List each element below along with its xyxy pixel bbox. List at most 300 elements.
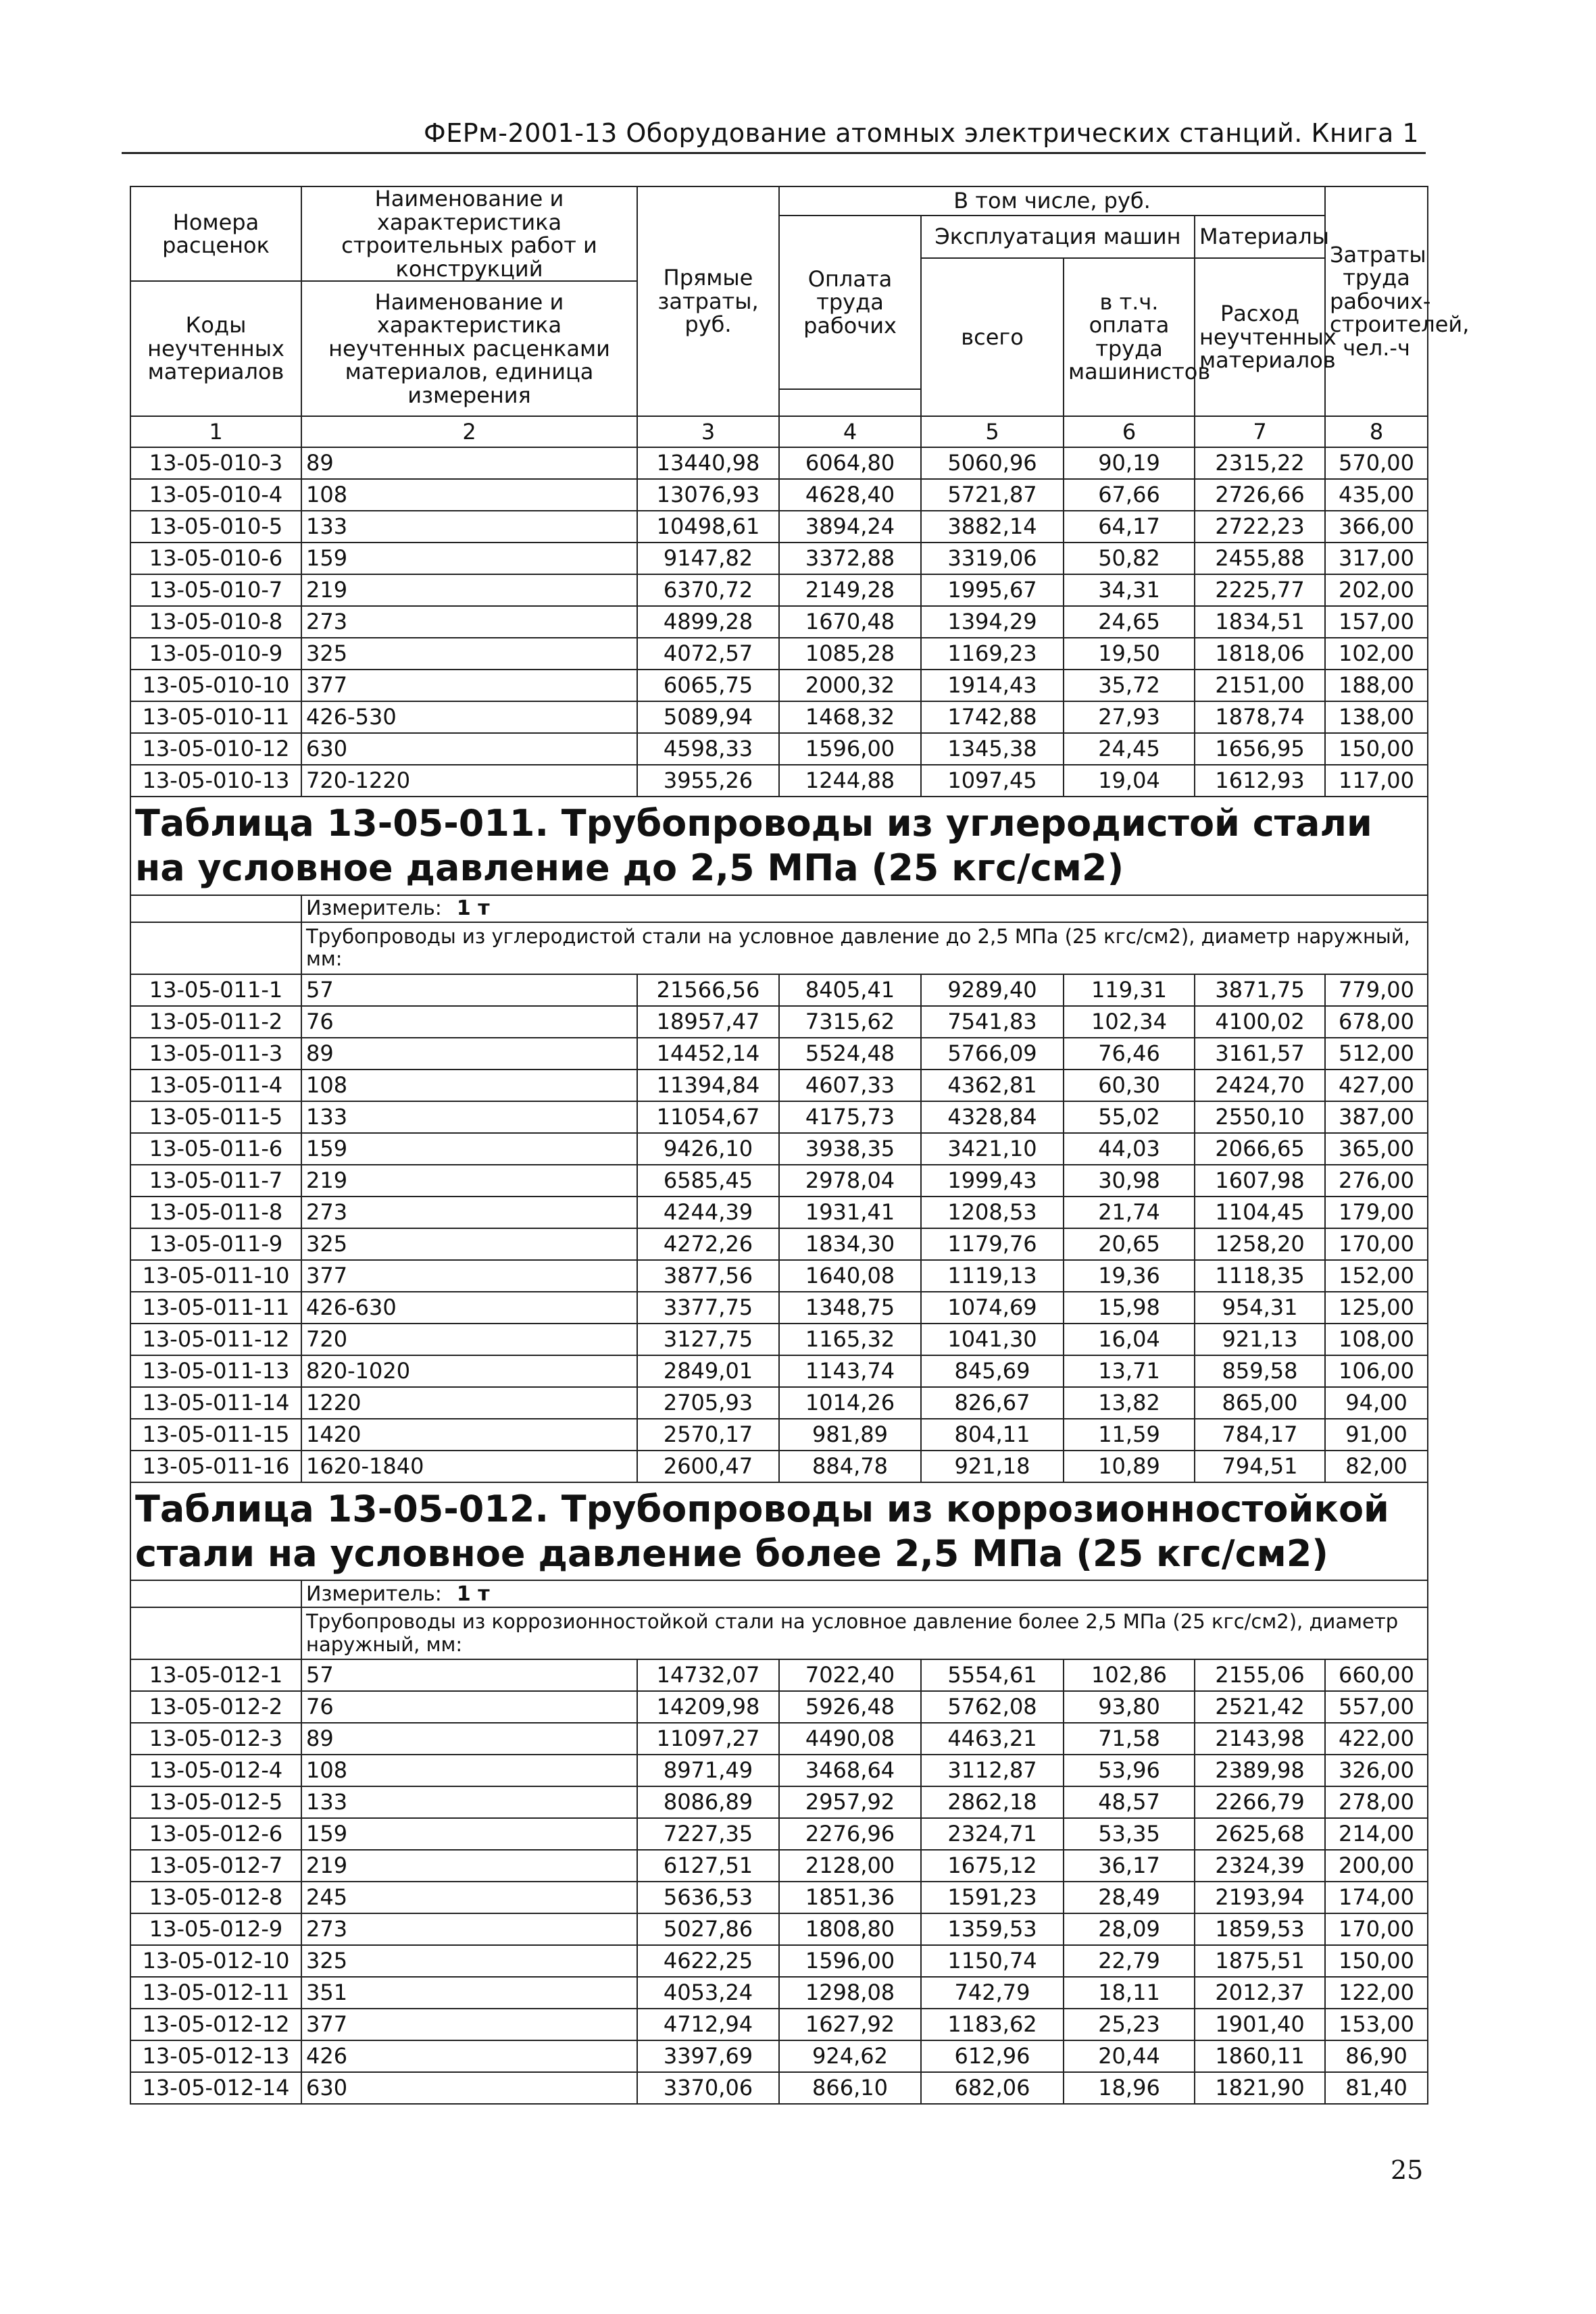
value-cell: 6585,45 xyxy=(637,1165,779,1197)
description-row xyxy=(130,922,1428,974)
value-cell: 9289,40 xyxy=(921,974,1064,1006)
pipe-diameter: 630 xyxy=(301,733,637,765)
table-row xyxy=(130,1197,1428,1228)
value-cell: 18957,47 xyxy=(637,1006,779,1038)
value-cell: 8971,49 xyxy=(637,1755,779,1786)
pipe-diameter: 325 xyxy=(301,1945,637,1977)
value-cell: 1074,69 xyxy=(921,1292,1064,1324)
rate-code: 13-05-011-6 xyxy=(130,1133,301,1165)
rate-code: 13-05-012-7 xyxy=(130,1850,301,1882)
value-cell: 119,31 xyxy=(1064,974,1195,1006)
value-cell: 6370,72 xyxy=(637,574,779,606)
column-number: 5 xyxy=(921,416,1064,447)
value-cell: 200,00 xyxy=(1325,1850,1428,1882)
value-cell: 1860,11 xyxy=(1195,2040,1325,2072)
measure-value: 1 т xyxy=(456,897,490,921)
value-cell: 24,45 xyxy=(1064,733,1195,765)
table-row xyxy=(130,447,1428,479)
pipe-diameter: 89 xyxy=(301,447,637,479)
value-cell: 1596,00 xyxy=(779,1945,921,1977)
value-cell: 14452,14 xyxy=(637,1038,779,1070)
rate-code: 13-05-011-13 xyxy=(130,1355,301,1387)
value-cell: 48,57 xyxy=(1064,1786,1195,1818)
pipe-diameter: 426-630 xyxy=(301,1292,637,1324)
rate-code: 13-05-011-5 xyxy=(130,1101,301,1133)
value-cell: 1468,32 xyxy=(779,701,921,733)
table-row xyxy=(130,511,1428,543)
value-cell: 10,89 xyxy=(1064,1451,1195,1482)
value-cell: 71,58 xyxy=(1064,1723,1195,1755)
value-cell: 4175,73 xyxy=(779,1101,921,1133)
value-cell: 157,00 xyxy=(1325,606,1428,638)
rate-code: 13-05-012-13 xyxy=(130,2040,301,2072)
value-cell: 2570,17 xyxy=(637,1419,779,1451)
pipe-diameter: 273 xyxy=(301,606,637,638)
value-cell: 9426,10 xyxy=(637,1133,779,1165)
value-cell: 4628,40 xyxy=(779,479,921,511)
value-cell: 102,00 xyxy=(1325,638,1428,670)
value-cell: 845,69 xyxy=(921,1355,1064,1387)
value-cell: 67,66 xyxy=(1064,479,1195,511)
value-cell: 13,71 xyxy=(1064,1355,1195,1387)
measure-value: 1 т xyxy=(456,1582,490,1606)
value-cell: 5926,48 xyxy=(779,1691,921,1723)
page-header-title: ФЕРм-2001-13 Оборудование атомных электрических станций. Книга 1 xyxy=(424,118,1419,148)
value-cell: 150,00 xyxy=(1325,733,1428,765)
table-row xyxy=(130,1355,1428,1387)
header-material-codes: Коды неучтенных материалов xyxy=(130,281,301,416)
pipe-diameter: 76 xyxy=(301,1006,637,1038)
header-machines-total: всего xyxy=(921,258,1064,417)
value-cell: 13076,93 xyxy=(637,479,779,511)
pipe-diameter: 377 xyxy=(301,2009,637,2040)
header-operator-pay: в т.ч. оплата труда машинистов xyxy=(1064,258,1195,417)
value-cell: 365,00 xyxy=(1325,1133,1428,1165)
value-cell: 18,11 xyxy=(1064,1977,1195,2009)
value-cell: 924,62 xyxy=(779,2040,921,2072)
measure-unit xyxy=(301,895,1428,922)
table-row xyxy=(130,701,1428,733)
value-cell: 44,03 xyxy=(1064,1133,1195,1165)
table-row xyxy=(130,574,1428,606)
value-cell: 5636,53 xyxy=(637,1882,779,1913)
pipe-diameter: 89 xyxy=(301,1038,637,1070)
value-cell: 3955,26 xyxy=(637,765,779,797)
value-cell: 1014,26 xyxy=(779,1387,921,1419)
table-row xyxy=(130,1882,1428,1913)
value-cell: 81,40 xyxy=(1325,2072,1428,2104)
value-cell: 19,50 xyxy=(1064,638,1195,670)
value-cell: 2315,22 xyxy=(1195,447,1325,479)
value-cell: 1821,90 xyxy=(1195,2072,1325,2104)
value-cell: 2455,88 xyxy=(1195,543,1325,574)
rate-code: 13-05-011-4 xyxy=(130,1070,301,1101)
measure-row xyxy=(130,895,1428,922)
rate-code: 13-05-011-1 xyxy=(130,974,301,1006)
value-cell: 512,00 xyxy=(1325,1038,1428,1070)
value-cell: 21,74 xyxy=(1064,1197,1195,1228)
value-cell: 779,00 xyxy=(1325,974,1428,1006)
value-cell: 612,96 xyxy=(921,2040,1064,2072)
table-row xyxy=(130,1659,1428,1691)
rate-code: 13-05-011-7 xyxy=(130,1165,301,1197)
value-cell: 3877,56 xyxy=(637,1260,779,1292)
value-cell: 11394,84 xyxy=(637,1070,779,1101)
value-cell: 150,00 xyxy=(1325,1945,1428,1977)
value-cell: 1097,45 xyxy=(921,765,1064,797)
table-row xyxy=(130,1913,1428,1945)
rate-code: 13-05-010-11 xyxy=(130,701,301,733)
value-cell: 2726,66 xyxy=(1195,479,1325,511)
table-row xyxy=(130,1101,1428,1133)
value-cell: 64,17 xyxy=(1064,511,1195,543)
page-header xyxy=(122,111,1426,154)
table-row xyxy=(130,1691,1428,1723)
column-number: 6 xyxy=(1064,416,1195,447)
value-cell: 866,10 xyxy=(779,2072,921,2104)
measure-empty xyxy=(130,1580,301,1607)
table-row xyxy=(130,638,1428,670)
rate-code: 13-05-011-11 xyxy=(130,1292,301,1324)
value-cell: 138,00 xyxy=(1325,701,1428,733)
value-cell: 152,00 xyxy=(1325,1260,1428,1292)
value-cell: 1656,95 xyxy=(1195,733,1325,765)
value-cell: 1995,67 xyxy=(921,574,1064,606)
value-cell: 4598,33 xyxy=(637,733,779,765)
rate-code: 13-05-010-8 xyxy=(130,606,301,638)
value-cell: 3377,75 xyxy=(637,1292,779,1324)
value-cell: 1931,41 xyxy=(779,1197,921,1228)
value-cell: 1169,23 xyxy=(921,638,1064,670)
value-cell: 2266,79 xyxy=(1195,1786,1325,1818)
value-cell: 28,09 xyxy=(1064,1913,1195,1945)
column-number: 7 xyxy=(1195,416,1325,447)
value-cell: 1640,08 xyxy=(779,1260,921,1292)
table-row xyxy=(130,1419,1428,1451)
value-cell: 4272,26 xyxy=(637,1228,779,1260)
value-cell: 981,89 xyxy=(779,1419,921,1451)
value-cell: 1834,51 xyxy=(1195,606,1325,638)
value-cell: 11097,27 xyxy=(637,1723,779,1755)
value-cell: 1670,48 xyxy=(779,606,921,638)
value-cell: 1119,13 xyxy=(921,1260,1064,1292)
pipe-diameter: 108 xyxy=(301,1070,637,1101)
header-labor-costs: Затраты труда рабочих-строителей, чел.-ч xyxy=(1325,186,1428,416)
value-cell: 2225,77 xyxy=(1195,574,1325,606)
value-cell: 3894,24 xyxy=(779,511,921,543)
value-cell: 24,65 xyxy=(1064,606,1195,638)
value-cell: 2389,98 xyxy=(1195,1755,1325,1786)
measure-row xyxy=(130,1580,1428,1607)
value-cell: 2000,32 xyxy=(779,670,921,701)
value-cell: 276,00 xyxy=(1325,1165,1428,1197)
header-material-name: Наименование и характеристика неучтенных расценками материалов, единица измерения xyxy=(301,281,637,416)
pipe-diameter: 426-530 xyxy=(301,701,637,733)
value-cell: 884,78 xyxy=(779,1451,921,1482)
rate-code: 13-05-012-1 xyxy=(130,1659,301,1691)
pipe-diameter: 720-1220 xyxy=(301,765,637,797)
value-cell: 1627,92 xyxy=(779,2009,921,2040)
rate-code: 13-05-012-10 xyxy=(130,1945,301,1977)
table-row xyxy=(130,1977,1428,2009)
value-cell: 170,00 xyxy=(1325,1228,1428,1260)
value-cell: 1104,45 xyxy=(1195,1197,1325,1228)
rate-code: 13-05-010-9 xyxy=(130,638,301,670)
value-cell: 86,90 xyxy=(1325,2040,1428,2072)
value-cell: 1675,12 xyxy=(921,1850,1064,1882)
pipe-diameter: 273 xyxy=(301,1913,637,1945)
value-cell: 55,02 xyxy=(1064,1101,1195,1133)
description-row xyxy=(130,1607,1428,1659)
table-row xyxy=(130,1723,1428,1755)
pipe-diameter: 76 xyxy=(301,1691,637,1723)
pipe-diameter: 133 xyxy=(301,1786,637,1818)
rates-table xyxy=(130,186,1470,2105)
value-cell: 2151,00 xyxy=(1195,670,1325,701)
value-cell: 3468,64 xyxy=(779,1755,921,1786)
value-cell: 2012,37 xyxy=(1195,1977,1325,2009)
value-cell: 9147,82 xyxy=(637,543,779,574)
value-cell: 954,31 xyxy=(1195,1292,1325,1324)
column-numbers-row xyxy=(130,416,1428,447)
value-cell: 13,82 xyxy=(1064,1387,1195,1419)
value-cell: 742,79 xyxy=(921,1977,1064,2009)
value-cell: 35,72 xyxy=(1064,670,1195,701)
pipe-diameter: 219 xyxy=(301,1850,637,1882)
value-cell: 2957,92 xyxy=(779,1786,921,1818)
value-cell: 36,17 xyxy=(1064,1850,1195,1882)
value-cell: 7315,62 xyxy=(779,1006,921,1038)
value-cell: 1875,51 xyxy=(1195,1945,1325,1977)
table-row xyxy=(130,1228,1428,1260)
value-cell: 21566,56 xyxy=(637,974,779,1006)
rate-code: 13-05-012-6 xyxy=(130,1818,301,1850)
value-cell: 4463,21 xyxy=(921,1723,1064,1755)
rate-code: 13-05-010-3 xyxy=(130,447,301,479)
header-machines: Эксплуатация машин xyxy=(921,216,1195,258)
value-cell: 4607,33 xyxy=(779,1070,921,1101)
value-cell: 4622,25 xyxy=(637,1945,779,1977)
rate-code: 13-05-011-15 xyxy=(130,1419,301,1451)
value-cell: 20,65 xyxy=(1064,1228,1195,1260)
value-cell: 422,00 xyxy=(1325,1723,1428,1755)
section-description: Трубопроводы из коррозионностойкой стали на условное давление более 2,5 МПа (25 кгс/см2), диаметр наружный, мм: xyxy=(301,1607,1428,1659)
value-cell: 2978,04 xyxy=(779,1165,921,1197)
value-cell: 1878,74 xyxy=(1195,701,1325,733)
table-row xyxy=(130,1324,1428,1355)
value-cell: 2193,94 xyxy=(1195,1882,1325,1913)
pipe-diameter: 219 xyxy=(301,1165,637,1197)
value-cell: 53,35 xyxy=(1064,1818,1195,1850)
value-cell: 1808,80 xyxy=(779,1913,921,1945)
value-cell: 3882,14 xyxy=(921,511,1064,543)
value-cell: 1118,35 xyxy=(1195,1260,1325,1292)
rate-code: 13-05-012-5 xyxy=(130,1786,301,1818)
value-cell: 2625,68 xyxy=(1195,1818,1325,1850)
measure-unit xyxy=(301,1580,1428,1607)
rate-code: 13-05-012-8 xyxy=(130,1882,301,1913)
rate-code: 13-05-012-2 xyxy=(130,1691,301,1723)
value-cell: 3112,87 xyxy=(921,1755,1064,1786)
value-cell: 6065,75 xyxy=(637,670,779,701)
value-cell: 179,00 xyxy=(1325,1197,1428,1228)
description-empty xyxy=(130,1607,301,1659)
value-cell: 678,00 xyxy=(1325,1006,1428,1038)
table-row xyxy=(130,1945,1428,1977)
value-cell: 2066,65 xyxy=(1195,1133,1325,1165)
header-material-use: Расход неучтенных материалов xyxy=(1195,258,1325,417)
value-cell: 1859,53 xyxy=(1195,1913,1325,1945)
value-cell: 125,00 xyxy=(1325,1292,1428,1324)
value-cell: 50,82 xyxy=(1064,543,1195,574)
value-cell: 4053,24 xyxy=(637,1977,779,2009)
value-cell: 5721,87 xyxy=(921,479,1064,511)
table-row xyxy=(130,1165,1428,1197)
value-cell: 170,00 xyxy=(1325,1913,1428,1945)
value-cell: 804,11 xyxy=(921,1419,1064,1451)
value-cell: 2550,10 xyxy=(1195,1101,1325,1133)
value-cell: 1607,98 xyxy=(1195,1165,1325,1197)
value-cell: 106,00 xyxy=(1325,1355,1428,1387)
rate-code: 13-05-011-16 xyxy=(130,1451,301,1482)
header-worker-pay: Оплата труда рабочих xyxy=(779,216,921,389)
value-cell: 14209,98 xyxy=(637,1691,779,1723)
value-cell: 1085,28 xyxy=(779,638,921,670)
pipe-diameter: 159 xyxy=(301,543,637,574)
pipe-diameter: 630 xyxy=(301,2072,637,2104)
value-cell: 2149,28 xyxy=(779,574,921,606)
value-cell: 1244,88 xyxy=(779,765,921,797)
value-cell: 1999,43 xyxy=(921,1165,1064,1197)
value-cell: 153,00 xyxy=(1325,2009,1428,2040)
pipe-diameter: 325 xyxy=(301,1228,637,1260)
value-cell: 3372,88 xyxy=(779,543,921,574)
rate-code: 13-05-010-5 xyxy=(130,511,301,543)
value-cell: 90,19 xyxy=(1064,447,1195,479)
value-cell: 4712,94 xyxy=(637,2009,779,2040)
table-row xyxy=(130,1387,1428,1419)
value-cell: 16,04 xyxy=(1064,1324,1195,1355)
value-cell: 5060,96 xyxy=(921,447,1064,479)
column-number: 2 xyxy=(301,416,637,447)
table-row xyxy=(130,670,1428,701)
rate-code: 13-05-010-10 xyxy=(130,670,301,701)
pipe-diameter: 1620-1840 xyxy=(301,1451,637,1482)
table-row xyxy=(130,765,1428,797)
value-cell: 2862,18 xyxy=(921,1786,1064,1818)
value-cell: 76,46 xyxy=(1064,1038,1195,1070)
value-cell: 1150,74 xyxy=(921,1945,1064,1977)
value-cell: 1165,32 xyxy=(779,1324,921,1355)
pipe-diameter: 351 xyxy=(301,1977,637,2009)
table-row xyxy=(130,1038,1428,1070)
value-cell: 4072,57 xyxy=(637,638,779,670)
value-cell: 3161,57 xyxy=(1195,1038,1325,1070)
value-cell: 1591,23 xyxy=(921,1882,1064,1913)
section-title-row xyxy=(130,1482,1428,1581)
value-cell: 4100,02 xyxy=(1195,1006,1325,1038)
value-cell: 14732,07 xyxy=(637,1659,779,1691)
pipe-diameter: 245 xyxy=(301,1882,637,1913)
value-cell: 202,00 xyxy=(1325,574,1428,606)
table-row xyxy=(130,733,1428,765)
value-cell: 278,00 xyxy=(1325,1786,1428,1818)
value-cell: 2705,93 xyxy=(637,1387,779,1419)
header-direct-costs: Прямые затраты, руб. xyxy=(637,186,779,416)
value-cell: 859,58 xyxy=(1195,1355,1325,1387)
value-cell: 660,00 xyxy=(1325,1659,1428,1691)
value-cell: 1394,29 xyxy=(921,606,1064,638)
value-cell: 3370,06 xyxy=(637,2072,779,2104)
value-cell: 34,31 xyxy=(1064,574,1195,606)
value-cell: 1208,53 xyxy=(921,1197,1064,1228)
value-cell: 5524,48 xyxy=(779,1038,921,1070)
rate-code: 13-05-012-14 xyxy=(130,2072,301,2104)
value-cell: 1901,40 xyxy=(1195,2009,1325,2040)
value-cell: 326,00 xyxy=(1325,1755,1428,1786)
value-cell: 93,80 xyxy=(1064,1691,1195,1723)
value-cell: 4328,84 xyxy=(921,1101,1064,1133)
table-row xyxy=(130,1133,1428,1165)
header-rate-numbers: Номера расценок xyxy=(130,186,301,281)
value-cell: 91,00 xyxy=(1325,1419,1428,1451)
value-cell: 427,00 xyxy=(1325,1070,1428,1101)
value-cell: 794,51 xyxy=(1195,1451,1325,1482)
value-cell: 102,34 xyxy=(1064,1006,1195,1038)
measure-label: Измеритель: xyxy=(306,897,442,921)
value-cell: 1834,30 xyxy=(779,1228,921,1260)
pipe-diameter: 219 xyxy=(301,574,637,606)
value-cell: 2128,00 xyxy=(779,1850,921,1882)
value-cell: 784,17 xyxy=(1195,1419,1325,1451)
pipe-diameter: 1420 xyxy=(301,1419,637,1451)
value-cell: 7227,35 xyxy=(637,1818,779,1850)
value-cell: 387,00 xyxy=(1325,1101,1428,1133)
value-cell: 2324,39 xyxy=(1195,1850,1325,1882)
value-cell: 4490,08 xyxy=(779,1723,921,1755)
value-cell: 3421,10 xyxy=(921,1133,1064,1165)
pipe-diameter: 108 xyxy=(301,1755,637,1786)
rate-code: 13-05-012-12 xyxy=(130,2009,301,2040)
value-cell: 5554,61 xyxy=(921,1659,1064,1691)
value-cell: 6064,80 xyxy=(779,447,921,479)
value-cell: 28,49 xyxy=(1064,1882,1195,1913)
pipe-diameter: 57 xyxy=(301,1659,637,1691)
value-cell: 2276,96 xyxy=(779,1818,921,1850)
value-cell: 1359,53 xyxy=(921,1913,1064,1945)
value-cell: 11054,67 xyxy=(637,1101,779,1133)
measure-empty xyxy=(130,895,301,922)
rate-code: 13-05-012-9 xyxy=(130,1913,301,1945)
pipe-diameter: 133 xyxy=(301,511,637,543)
value-cell: 826,67 xyxy=(921,1387,1064,1419)
table-row xyxy=(130,1786,1428,1818)
value-cell: 3127,75 xyxy=(637,1324,779,1355)
section-title-row xyxy=(130,797,1428,895)
value-cell: 3938,35 xyxy=(779,1133,921,1165)
value-cell: 22,79 xyxy=(1064,1945,1195,1977)
measure-label: Измеритель: xyxy=(306,1582,442,1606)
value-cell: 53,96 xyxy=(1064,1755,1195,1786)
pipe-diameter: 57 xyxy=(301,974,637,1006)
value-cell: 435,00 xyxy=(1325,479,1428,511)
rate-code: 13-05-010-6 xyxy=(130,543,301,574)
value-cell: 3397,69 xyxy=(637,2040,779,2072)
value-cell: 2849,01 xyxy=(637,1355,779,1387)
rate-code: 13-05-011-3 xyxy=(130,1038,301,1070)
pipe-diameter: 159 xyxy=(301,1133,637,1165)
description-empty xyxy=(130,922,301,974)
